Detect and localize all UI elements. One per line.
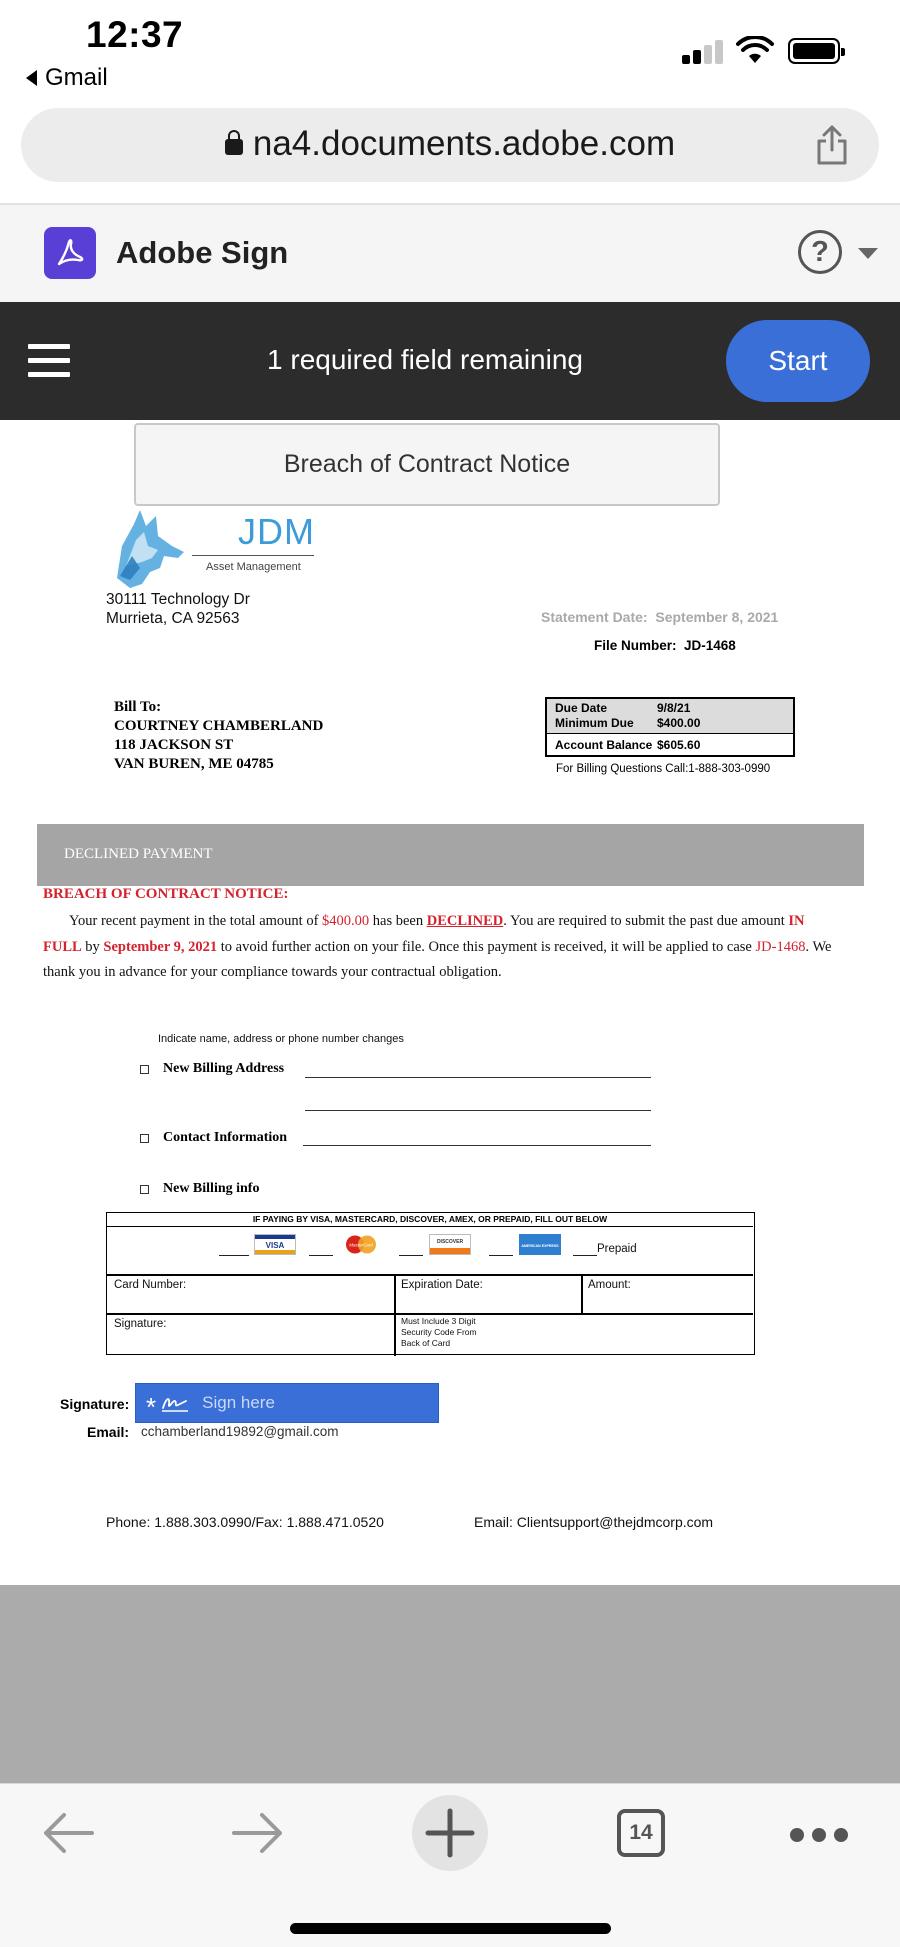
company-name: JDM (238, 511, 315, 552)
signal-icon (682, 40, 724, 64)
back-to-gmail[interactable] (26, 64, 108, 92)
url-text: na4.documents.adobe.com (252, 124, 676, 163)
svg-text:VISA: VISA (265, 1241, 285, 1250)
signature-cell-label: Signature: (114, 1318, 167, 1330)
due-date-label: Due Date (555, 701, 608, 715)
app-title: Adobe Sign (116, 235, 289, 270)
notice-body: Your recent payment in the total amount of $400.00 has been DECLINED. You are required to submit the past due amount IN FULL by September 9, 2021 to avoid further action on your file. Once this payment is received, it will be applied to case JD-1468. We thank you in advance for your compliance towards your contractual obligation. (43, 913, 832, 980)
start-button[interactable]: Start (726, 320, 870, 402)
document-page (0, 420, 900, 1585)
email-value: cchamberland19892@gmail.com (141, 1424, 339, 1439)
signature-pen-icon (160, 1392, 190, 1414)
billing-questions: For Billing Questions Call:1-888-303-0990 (556, 763, 771, 775)
signing-toolbar (0, 302, 900, 420)
payment-table-header: IF PAYING BY VISA, MASTERCARD, DISCOVER, AMEX, OR PREPAID, FILL OUT BELOW (107, 1213, 753, 1227)
new-tab-button[interactable] (412, 1795, 488, 1871)
back-triangle-icon (26, 70, 37, 86)
back-arrow-icon[interactable] (40, 1808, 96, 1858)
mastercard-icon (341, 1234, 381, 1255)
checkbox (140, 1185, 149, 1194)
browser-bottom-bar (0, 1783, 900, 1947)
tab-count-button[interactable]: 14 (617, 1809, 665, 1857)
contact-line (303, 1145, 651, 1146)
forward-arrow-icon[interactable] (230, 1808, 286, 1858)
payment-table (106, 1212, 755, 1355)
address-bar[interactable] (21, 108, 879, 182)
sign-here-text: Sign here (202, 1393, 275, 1412)
bill-to-block: Bill To: COURTNEY CHAMBERLAND 118 JACKSON ST VAN BUREN, ME 04785 (114, 699, 324, 772)
breach-heading: BREACH OF CONTRACT NOTICE: (43, 886, 289, 902)
declined-banner: DECLINED PAYMENT (37, 824, 864, 886)
address-line-1 (305, 1077, 651, 1078)
required-asterisk-icon: * (146, 1392, 157, 1422)
email-label: Email: (87, 1424, 130, 1440)
changes-instructions: Indicate name, address or phone number changes (158, 1033, 404, 1045)
share-icon[interactable] (815, 124, 849, 166)
amex-card-icon (519, 1234, 561, 1255)
contact-information-option: Contact Information (140, 1130, 287, 1146)
help-icon[interactable]: ? (798, 230, 842, 274)
company-address: 30111 Technology Dr Murrieta, CA 92563 (106, 591, 250, 627)
visa-card-icon (254, 1234, 296, 1255)
document-title: Breach of Contract Notice (134, 423, 720, 506)
svg-text:DISCOVER: DISCOVER (436, 1239, 464, 1245)
chevron-down-icon[interactable] (858, 248, 878, 259)
new-billing-info-option: New Billing info (140, 1181, 259, 1197)
lock-icon (225, 139, 243, 155)
footer-email: Email: Clientsupport@thejdmcorp.com (474, 1514, 714, 1530)
sign-here-field[interactable] (135, 1383, 439, 1423)
signature-label: Signature: (60, 1396, 130, 1412)
logo-rule (192, 555, 314, 556)
required-fields-status: 1 required field remaining (267, 344, 583, 375)
prepaid-label: Prepaid (597, 1243, 637, 1255)
battery-icon (788, 38, 840, 64)
file-number: File Number: JD-1468 (594, 638, 736, 653)
balance-value: $605.60 (657, 738, 701, 752)
balance-label: Account Balance (555, 738, 653, 752)
footer-phone: Phone: 1.888.303.0990/Fax: 1.888.471.0520 (106, 1514, 384, 1530)
amount-label: Amount: (588, 1279, 631, 1291)
home-indicator[interactable] (290, 1923, 611, 1934)
status-bar (0, 0, 900, 100)
discover-card-icon (429, 1234, 471, 1255)
expiration-label: Expiration Date: (401, 1279, 483, 1291)
due-date-value: 9/8/21 (657, 701, 691, 715)
checkbox (140, 1134, 149, 1143)
svg-text:AMERICAN EXPRESS: AMERICAN EXPRESS (521, 1244, 559, 1248)
more-icon[interactable] (790, 1828, 848, 1842)
wifi-icon (736, 36, 774, 64)
adobe-acrobat-icon (44, 227, 96, 279)
document-background (0, 1585, 900, 1783)
due-summary-box (545, 697, 795, 757)
back-app-label: Gmail (45, 64, 108, 91)
card-number-label: Card Number: (114, 1279, 187, 1291)
status-time: 12:37 (86, 14, 184, 55)
new-billing-address-option: New Billing Address (140, 1061, 284, 1077)
company-subtitle: Asset Management (206, 561, 301, 573)
checkbox (140, 1065, 149, 1074)
min-due-label: Minimum Due (555, 716, 634, 730)
security-code-note: Must Include 3 Digit Security Code From Back of Card (401, 1316, 477, 1348)
adobe-sign-header (0, 205, 900, 302)
min-due-value: $400.00 (657, 716, 701, 730)
plus-icon (412, 1795, 488, 1871)
svg-text:MasterCard: MasterCard (349, 1242, 373, 1248)
statement-date: Statement Date: September 8, 2021 (541, 609, 779, 625)
address-line-2 (305, 1110, 651, 1111)
